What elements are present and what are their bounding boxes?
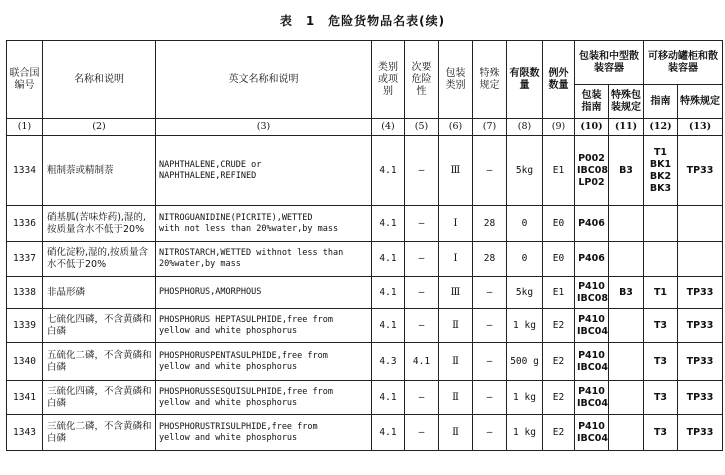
column-index-cell: (3) xyxy=(156,119,372,136)
tank-instr-cell xyxy=(644,206,678,242)
tank-special-cell xyxy=(678,206,723,242)
sub-risk-cell: — xyxy=(405,309,439,343)
header-name-en: 英文名称和说明 xyxy=(156,41,372,119)
name-en-cell xyxy=(156,242,372,277)
header-limited-qty: 有限数量 xyxy=(507,41,543,119)
table-row xyxy=(7,309,723,343)
pkg-instr-cell-line: P406 xyxy=(578,253,605,264)
column-index-cell: (2) xyxy=(43,119,156,136)
pkg-instr-cell-line: P410 xyxy=(578,420,605,432)
class-cell: 4.1 xyxy=(372,242,405,277)
name-en-cell-line: PHOSPHORUS HEPTASULPHIDE,free from xyxy=(159,314,333,325)
name-zh-cell: 三硫化二磷，不含黄磷和白磷 xyxy=(43,415,156,451)
limited-qty-cell: 5kg xyxy=(507,136,543,206)
un-number-cell: 1336 xyxy=(7,206,43,242)
special-pkg-cell xyxy=(609,415,644,451)
pkg-instr-cell-line: P410 xyxy=(578,385,605,397)
un-number-cell: 1334 xyxy=(7,136,43,206)
excepted-qty-cell: E2 xyxy=(543,381,575,415)
special-cell: 28 xyxy=(473,242,507,277)
header-ibc-group: 包装和中型散装容器 xyxy=(575,41,644,85)
pkg-group-cell: Ⅰ xyxy=(439,242,473,277)
pkg-instr-cell-line: IBC04 xyxy=(577,361,608,373)
table-title: 表 1 危险货物品名表(续) xyxy=(279,14,446,28)
un-number-cell: 1341 xyxy=(7,381,43,415)
limited-qty-cell: 1 kg xyxy=(507,381,543,415)
un-number-cell: 1343 xyxy=(7,415,43,451)
name-en-cell-line: with not less than 20%water,by mass xyxy=(159,223,339,234)
pkg-instr-cell-line: IBC04 xyxy=(577,325,608,337)
tank-instr-cell-line: T3 xyxy=(653,355,668,367)
column-index-cell: (7) xyxy=(473,119,507,136)
special-cell: — xyxy=(473,343,507,381)
class-cell: 4.1 xyxy=(372,415,405,451)
excepted-qty-cell: E1 xyxy=(543,277,575,309)
special-pkg-cell xyxy=(609,343,644,381)
pkg-instr-cell xyxy=(575,343,609,381)
tank-special-cell: TP33 xyxy=(678,343,723,381)
name-zh-cell: 硝基胍(苦味炸药),湿的,按质量含水不低于20% xyxy=(43,206,156,242)
pkg-group-cell: Ⅱ xyxy=(439,343,473,381)
name-en-cell-line: yellow and white phosphorus xyxy=(159,325,298,336)
pkg-group-cell: Ⅲ xyxy=(439,277,473,309)
pkg-instr-cell xyxy=(575,136,609,206)
pkg-instr-cell xyxy=(575,277,609,309)
tank-special-cell: TP33 xyxy=(678,415,723,451)
class-cell: 4.1 xyxy=(372,136,405,206)
name-en-cell xyxy=(156,415,372,451)
header-class: 类别或项别 xyxy=(372,41,405,119)
sub-risk-cell: — xyxy=(405,277,439,309)
pkg-group-cell: Ⅱ xyxy=(439,381,473,415)
sub-risk-cell: — xyxy=(405,242,439,277)
name-en-cell-line: NAPHTHALENE,REFINED xyxy=(159,170,257,181)
special-pkg-cell xyxy=(609,206,644,242)
tank-instr-cell xyxy=(644,242,678,277)
name-en-cell-line: yellow and white phosphorus xyxy=(159,397,298,408)
tank-instr-cell xyxy=(644,277,678,309)
pkg-instr-cell xyxy=(575,415,609,451)
class-cell: 4.3 xyxy=(372,343,405,381)
column-index-cell: (8) xyxy=(507,119,543,136)
tank-special-cell: TP33 xyxy=(678,309,723,343)
special-pkg-cell xyxy=(609,242,644,277)
header-pkg-group: 包装类别 xyxy=(439,41,473,119)
tank-instr-cell-line: T1 xyxy=(653,286,668,298)
tank-instr-cell-line: T3 xyxy=(653,391,668,403)
pkg-instr-cell-line: P410 xyxy=(578,280,605,292)
column-index-cell: (5) xyxy=(405,119,439,136)
column-index-cell: (13) xyxy=(678,119,723,136)
name-en-cell-line: 20%water,by mass xyxy=(159,259,241,269)
table-row xyxy=(7,206,723,242)
tank-instr-cell-line: T1 xyxy=(653,146,668,158)
class-cell: 4.1 xyxy=(372,309,405,343)
class-cell: 4.1 xyxy=(372,206,405,242)
special-cell: — xyxy=(473,136,507,206)
excepted-qty-cell: E2 xyxy=(543,343,575,381)
class-cell: 4.1 xyxy=(372,381,405,415)
limited-qty-cell: 500 g xyxy=(507,343,543,381)
name-en-cell-line: PHOSPHORUSSESQUISULPHIDE,free from xyxy=(159,386,333,397)
header-sub-risk: 次要危险性 xyxy=(405,41,439,119)
excepted-qty-cell: E0 xyxy=(543,242,575,277)
name-en-cell xyxy=(156,343,372,381)
sub-risk-cell: — xyxy=(405,415,439,451)
un-number-cell: 1340 xyxy=(7,343,43,381)
sub-risk-cell: — xyxy=(405,136,439,206)
name-en-cell-line: yellow and white phosphorus xyxy=(159,361,298,372)
pkg-group-cell: Ⅰ xyxy=(439,206,473,242)
name-en-cell-line: PHOSPHORUSPENTASULPHIDE,free from xyxy=(159,350,328,361)
pkg-instr-cell-line: LP02 xyxy=(578,176,605,188)
dangerous-goods-table xyxy=(6,40,723,451)
name-en-cell xyxy=(156,277,372,309)
special-pkg-cell: B3 xyxy=(609,136,644,206)
pkg-instr-cell xyxy=(575,242,609,277)
name-en-cell-line: yellow and white phosphorus xyxy=(159,432,298,443)
name-en-cell xyxy=(156,309,372,343)
name-zh-cell: 七硫化四磷，不含黄磷和白磷 xyxy=(43,309,156,343)
tank-instr-cell xyxy=(644,381,678,415)
limited-qty-cell: 0 xyxy=(507,206,543,242)
column-index-cell: (12) xyxy=(644,119,678,136)
table-row xyxy=(7,277,723,309)
name-en-cell xyxy=(156,381,372,415)
name-en-cell-line: NITROSTARCH,WETTED withnot less than xyxy=(159,248,344,258)
tank-instr-cell-line: T3 xyxy=(653,426,668,438)
column-index-cell: (9) xyxy=(543,119,575,136)
table-row xyxy=(7,343,723,381)
class-cell: 4.1 xyxy=(372,277,405,309)
pkg-instr-cell-line: IBC08 xyxy=(577,292,608,304)
header-special-pkg: 特殊包装规定 xyxy=(609,85,644,119)
name-en-cell-line: NITROGUANIDINE(PICRITE),WETTED xyxy=(159,212,313,223)
special-cell: — xyxy=(473,309,507,343)
excepted-qty-cell: E0 xyxy=(543,206,575,242)
name-en-cell-line: PHOSPHORUSTRISULPHIDE,free from xyxy=(159,421,318,432)
name-zh-cell: 非晶形磷 xyxy=(43,277,156,309)
tank-instr-cell xyxy=(644,343,678,381)
special-pkg-cell xyxy=(609,381,644,415)
column-index-cell: (6) xyxy=(439,119,473,136)
pkg-group-cell: Ⅱ xyxy=(439,309,473,343)
column-index-cell: (4) xyxy=(372,119,405,136)
sub-risk-cell: 4.1 xyxy=(405,343,439,381)
name-zh-cell: 五硫化二磷，不含黄磷和白磷 xyxy=(43,343,156,381)
pkg-instr-cell xyxy=(575,381,609,415)
tank-special-cell: TP33 xyxy=(678,381,723,415)
pkg-instr-cell-line: IBC04 xyxy=(577,397,608,409)
tank-special-cell xyxy=(678,242,723,277)
limited-qty-cell: 1 kg xyxy=(507,309,543,343)
special-cell: 28 xyxy=(473,206,507,242)
un-number-cell: 1339 xyxy=(7,309,43,343)
special-cell: — xyxy=(473,381,507,415)
tank-instr-cell-line: BK3 xyxy=(649,182,672,194)
header-tank-special: 特殊规定 xyxy=(678,85,723,119)
table-row xyxy=(7,381,723,415)
pkg-instr-cell-line: IBC04 xyxy=(577,432,608,444)
tank-instr-cell xyxy=(644,136,678,206)
tank-instr-cell xyxy=(644,415,678,451)
name-zh-cell: 硝化淀粉,湿的,按质量含水不低于20% xyxy=(43,242,156,277)
header-tank-group: 可移动罐柜和散装容器 xyxy=(644,41,723,85)
limited-qty-cell: 1 kg xyxy=(507,415,543,451)
name-en-cell-line: NAPHTHALENE,CRUDE or xyxy=(159,159,262,170)
table-row xyxy=(7,242,723,277)
table-row xyxy=(7,136,723,206)
special-cell: — xyxy=(473,415,507,451)
pkg-group-cell: Ⅲ xyxy=(439,136,473,206)
pkg-instr-cell-line: P002 xyxy=(578,152,605,164)
pkg-instr-cell-line: P406 xyxy=(578,217,605,229)
pkg-instr-cell xyxy=(575,309,609,343)
sub-risk-cell: — xyxy=(405,206,439,242)
pkg-instr-cell-line: P410 xyxy=(578,349,605,361)
column-index-cell: (10) xyxy=(575,119,609,136)
name-en-cell xyxy=(156,206,372,242)
un-number-cell: 1338 xyxy=(7,277,43,309)
name-zh-cell: 粗制萘或精制萘 xyxy=(43,136,156,206)
pkg-instr-cell xyxy=(575,206,609,242)
limited-qty-cell: 5kg xyxy=(507,277,543,309)
tank-special-cell: TP33 xyxy=(678,277,723,309)
special-pkg-cell xyxy=(609,309,644,343)
table-row xyxy=(7,415,723,451)
column-index-cell: (1) xyxy=(7,119,43,136)
header-un-no: 联合国编号 xyxy=(7,41,43,119)
special-cell: — xyxy=(473,277,507,309)
pkg-instr-cell-line: P410 xyxy=(578,313,605,325)
name-en-cell-line: PHOSPHORUS,AMORPHOUS xyxy=(159,287,262,297)
column-index-cell: (11) xyxy=(609,119,644,136)
tank-instr-cell-line: BK1 xyxy=(649,158,672,170)
limited-qty-cell: 0 xyxy=(507,242,543,277)
header-special: 特殊规定 xyxy=(473,41,507,119)
tank-special-cell: TP33 xyxy=(678,136,723,206)
excepted-qty-cell: E2 xyxy=(543,309,575,343)
un-number-cell: 1337 xyxy=(7,242,43,277)
tank-instr-cell xyxy=(644,309,678,343)
excepted-qty-cell: E2 xyxy=(543,415,575,451)
header-name-zh: 名称和说明 xyxy=(43,41,156,119)
pkg-group-cell: Ⅱ xyxy=(439,415,473,451)
header-pkg-instr: 包装指南 xyxy=(575,85,609,119)
special-pkg-cell: B3 xyxy=(609,277,644,309)
sub-risk-cell: — xyxy=(405,381,439,415)
column-index-row xyxy=(7,119,723,136)
header-tank-instr: 指南 xyxy=(644,85,678,119)
header-excepted-qty: 例外数量 xyxy=(543,41,575,119)
name-en-cell xyxy=(156,136,372,206)
name-zh-cell: 三硫化四磷，不含黄磷和白磷 xyxy=(43,381,156,415)
tank-instr-cell-line: T3 xyxy=(653,319,668,331)
tank-instr-cell-line: BK2 xyxy=(649,170,672,182)
pkg-instr-cell-line: IBC08 xyxy=(577,164,608,176)
excepted-qty-cell: E1 xyxy=(543,136,575,206)
